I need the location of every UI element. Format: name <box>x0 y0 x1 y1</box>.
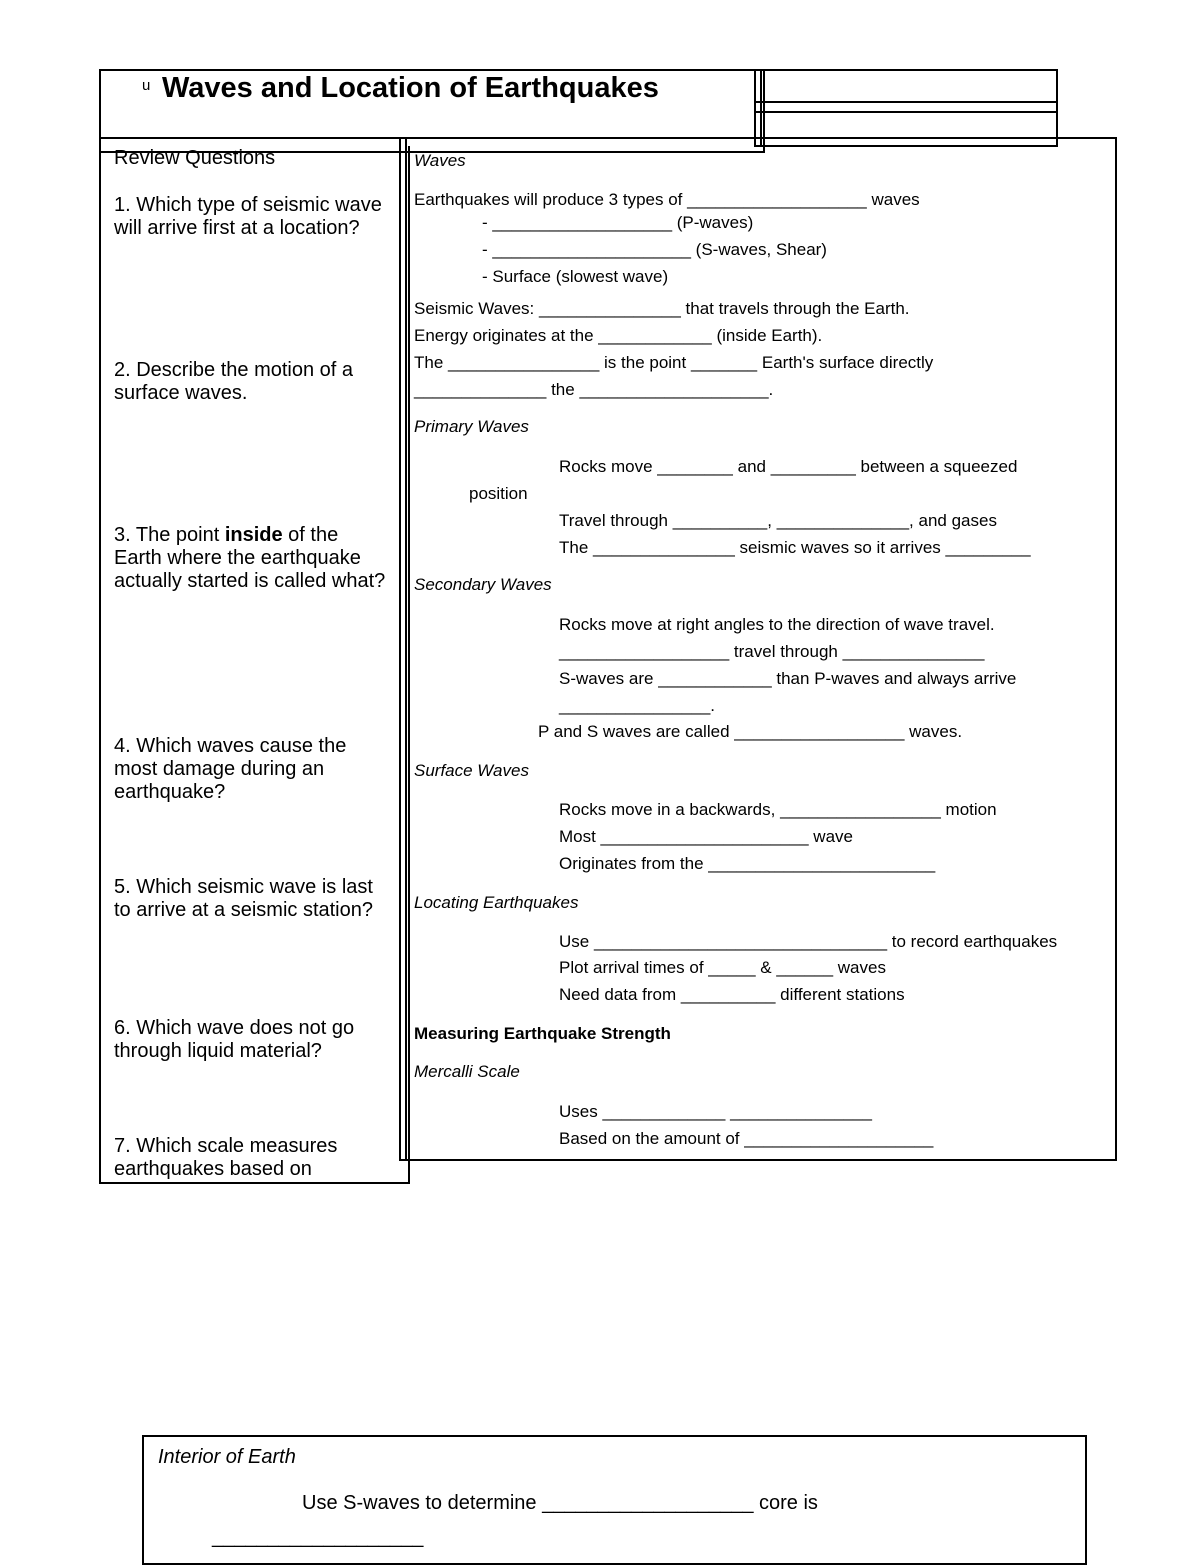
measuring-heading: Measuring Earthquake Strength <box>414 1024 671 1043</box>
locating-line-3: Need data from __________ different stations <box>559 985 905 1004</box>
mercalli-heading: Mercalli Scale <box>414 1062 520 1081</box>
primary-line-2: position <box>469 484 528 503</box>
notes-line-8: ______________ the ____________________. <box>414 380 774 399</box>
primary-line-1: Rocks move ________ and _________ between a squeezed <box>559 457 1018 476</box>
review-question-6: 6. Which wave does not go through liquid material? <box>114 1017 355 1062</box>
primary-waves-heading: Primary Waves <box>414 417 529 436</box>
primary-line-3: Travel through __________, ______________, and gases <box>559 511 997 530</box>
name-field-line-2 <box>754 111 1058 113</box>
notes-line-3: - _____________________ (S-waves, Shear) <box>482 240 827 259</box>
notes-line-6: Energy originates at the ____________ (inside Earth). <box>414 326 823 345</box>
secondary-line-2: __________________ travel through _______________ <box>559 642 985 661</box>
notes-line-4: - Surface (slowest wave) <box>482 267 669 286</box>
secondary-line-5: P and S waves are called __________________ waves. <box>538 722 963 741</box>
review-heading: Review Questions <box>114 147 276 169</box>
secondary-waves-heading: Secondary Waves <box>414 575 552 594</box>
interior-heading: Interior of Earth <box>158 1446 296 1468</box>
secondary-line-3: S-waves are ____________ than P-waves and always arrive <box>559 669 1017 688</box>
notes-line-5: Seismic Waves: _______________ that travels through the Earth. <box>414 299 910 318</box>
surface-line-2: Most ______________________ wave <box>559 827 853 846</box>
interior-line-2: ___________________ <box>212 1526 424 1548</box>
secondary-line-1: Rocks move at right angles to the direction of wave travel. <box>559 615 995 634</box>
locating-line-2: Plot arrival times of _____ & ______ waves <box>559 958 886 977</box>
surface-line-1: Rocks move in a backwards, _________________ motion <box>559 800 997 819</box>
name-field-inner-left <box>760 69 762 147</box>
review-question-7: 7. Which scale measures earthquakes based on <box>114 1135 338 1179</box>
interior-line-1: Use S-waves to determine ___________________ core is <box>302 1492 818 1514</box>
notes-inner-left-rule <box>405 137 407 1161</box>
review-question-2: 2. Describe the motion of a surface waves. <box>114 359 354 404</box>
review-question-3: 3. The point inside of the Earth where the earthquake actually started is called what? <box>114 524 386 592</box>
review-question-1: 1. Which type of seismic wave will arrive first at a location? <box>114 194 382 239</box>
waves-heading: Waves <box>414 151 466 170</box>
surface-line-3: Originates from the ________________________ <box>559 854 936 873</box>
review-question-4: 4. Which waves cause the most damage during an earthquake? <box>114 735 347 803</box>
notes-line-1: Earthquakes will produce 3 types of ___________________ waves <box>414 190 920 209</box>
mercalli-line-2: Based on the amount of ____________________ <box>559 1129 934 1148</box>
primary-line-4: The _______________ seismic waves so it arrives _________ <box>559 538 1031 557</box>
locating-heading: Locating Earthquakes <box>414 893 579 912</box>
notes-line-7: The ________________ is the point _______ Earth's surface directly <box>414 353 934 372</box>
surface-waves-heading: Surface Waves <box>414 761 529 780</box>
notes-line-2: - ___________________ (P-waves) <box>482 213 754 232</box>
name-field-line-1 <box>754 101 1058 103</box>
bullet-symbol: u <box>142 77 151 94</box>
page-title: Waves and Location of Earthquakes <box>162 72 659 104</box>
locating-line-1: Use _______________________________ to record earthquakes <box>559 932 1058 951</box>
review-question-5: 5. Which seismic wave is last to arrive at a seismic station? <box>114 876 373 921</box>
secondary-line-4: ________________. <box>559 696 715 715</box>
mercalli-line-1: Uses _____________ _______________ <box>559 1102 872 1121</box>
name-field-box <box>754 69 1058 147</box>
